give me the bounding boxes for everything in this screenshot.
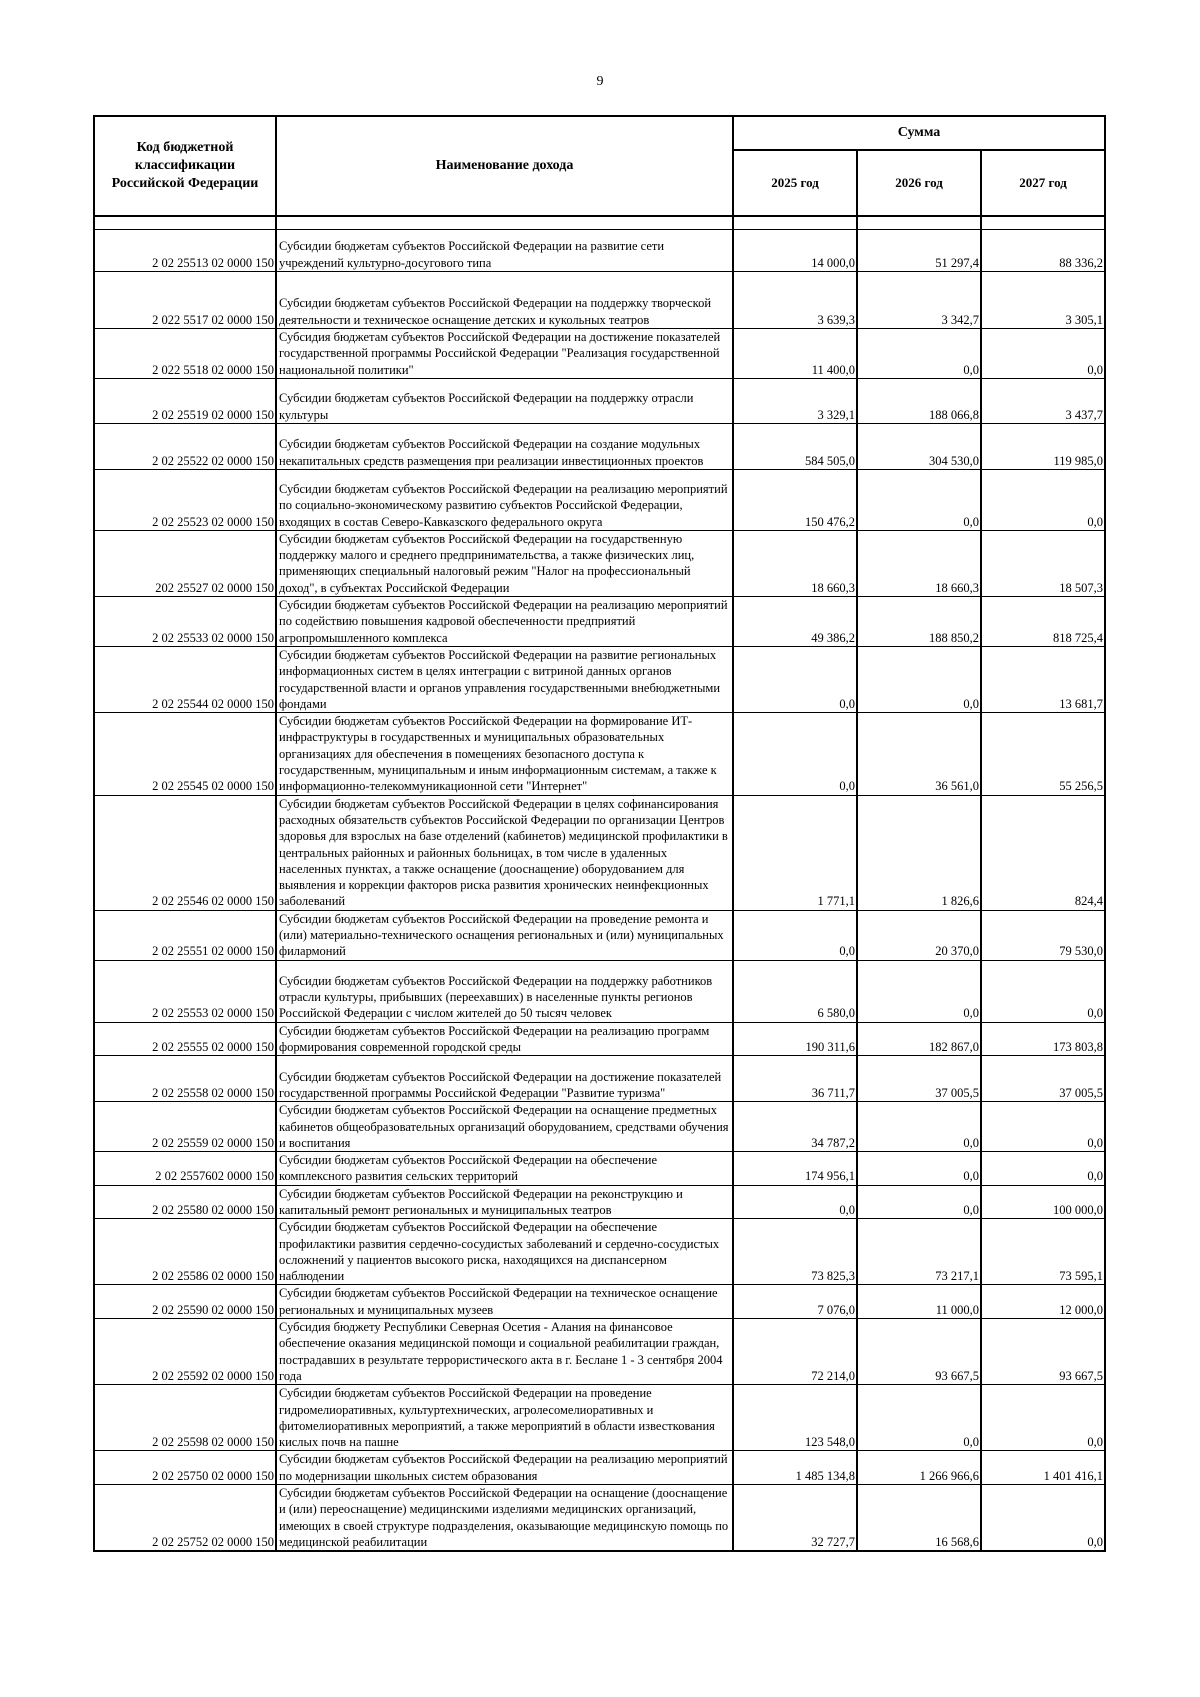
row-value-2025: 34 787,2 [733,1102,857,1152]
row-value-2027: 0,0 [981,469,1105,530]
row-name: Субсидии бюджетам субъектов Российской Федерации на обеспечение профилактики развития сердечно-сосудистых заболеваний и сердечно-сосудистых осложнений у пациентов высокого риска, находящихся на диспансерном наблюдении [276,1219,733,1285]
row-value-2027: 13 681,7 [981,646,1105,712]
row-value-2026: 93 667,5 [857,1319,981,1385]
row-value-2025: 190 311,6 [733,1022,857,1056]
row-code: 2 02 25586 02 0000 150 [94,1219,276,1285]
row-value-2026: 304 530,0 [857,423,981,469]
row-value-2026: 18 660,3 [857,530,981,596]
table-row [94,1319,1105,1385]
row-value-2027: 0,0 [981,1102,1105,1152]
table-row [94,329,1105,379]
row-value-2026: 188 066,8 [857,378,981,423]
table-row [94,1485,1105,1552]
row-value-2027: 1 401 416,1 [981,1451,1105,1485]
row-value-2027: 0,0 [981,329,1105,379]
header-year-2027: 2027 год [981,150,1105,216]
row-value-2027: 55 256,5 [981,713,1105,795]
table-row [94,1056,1105,1102]
row-name: Субсидии бюджетам субъектов Российской Федерации на развитие сети учреждений культурно-досугового типа [276,230,733,272]
row-code: 2 02 25580 02 0000 150 [94,1185,276,1219]
row-value-2025: 32 727,7 [733,1485,857,1552]
row-code: 2 02 25592 02 0000 150 [94,1319,276,1385]
row-code: 2 02 25519 02 0000 150 [94,378,276,423]
header-name: Наименование дохода [276,116,733,216]
table-body [94,230,1105,1552]
row-name: Субсидия бюджетам субъектов Российской Федерации на достижение показателей государственной программы Российской Федерации "Реализация государственной национальной политики" [276,329,733,379]
row-value-2026: 16 568,6 [857,1485,981,1552]
row-value-2025: 150 476,2 [733,469,857,530]
row-value-2025: 174 956,1 [733,1152,857,1186]
row-code: 2 02 25555 02 0000 150 [94,1022,276,1056]
row-value-2027: 73 595,1 [981,1219,1105,1285]
row-value-2025: 1 771,1 [733,795,857,910]
row-value-2026: 11 000,0 [857,1285,981,1319]
row-code: 2 02 25752 02 0000 150 [94,1485,276,1552]
row-value-2026: 0,0 [857,646,981,712]
row-name: Субсидии бюджетам субъектов Российской Федерации на развитие региональных информационных систем в целях интеграции с витриной данных органов государственной власти и органов управления государственными внебюджетными фондами [276,646,733,712]
row-value-2027: 173 803,8 [981,1022,1105,1056]
row-value-2027: 0,0 [981,960,1105,1022]
header-sum: Сумма [733,116,1105,150]
row-value-2025: 11 400,0 [733,329,857,379]
row-value-2025: 18 660,3 [733,530,857,596]
table-row [94,1385,1105,1451]
header-year-2025: 2025 год [733,150,857,216]
row-value-2026: 182 867,0 [857,1022,981,1056]
table-row [94,230,1105,272]
row-name: Субсидии бюджетам субъектов Российской Федерации на создание модульных некапитальных средств размещения при реализации инвестиционных проектов [276,423,733,469]
row-name: Субсидии бюджетам субъектов Российской Федерации на реализацию программ формирования современной городской среды [276,1022,733,1056]
row-value-2026: 0,0 [857,1385,981,1451]
row-name: Субсидии бюджетам субъектов Российской Федерации на обеспечение комплексного развития сельских территорий [276,1152,733,1186]
row-value-2025: 49 386,2 [733,597,857,647]
row-code: 2 02 25533 02 0000 150 [94,597,276,647]
row-value-2027: 0,0 [981,1152,1105,1186]
row-value-2027: 79 530,0 [981,910,1105,960]
row-value-2027: 818 725,4 [981,597,1105,647]
row-value-2025: 0,0 [733,1185,857,1219]
row-value-2027: 0,0 [981,1485,1105,1552]
row-name: Субсидии бюджетам субъектов Российской Федерации на проведение ремонта и (или) материально-технического оснащения региональных и (или) муниципальных филармоний [276,910,733,960]
row-name: Субсидии бюджетам субъектов Российской Федерации на поддержку отрасли культуры [276,378,733,423]
row-value-2026: 0,0 [857,1152,981,1186]
row-value-2026: 188 850,2 [857,597,981,647]
table-row [94,713,1105,795]
row-name: Субсидии бюджетам субъектов Российской Федерации на оснащение предметных кабинетов общеобразовательных организаций оборудованием, средствами обучения и воспитания [276,1102,733,1152]
row-value-2026: 73 217,1 [857,1219,981,1285]
row-code: 2 02 25545 02 0000 150 [94,713,276,795]
row-value-2025: 0,0 [733,713,857,795]
row-code: 2 022 5517 02 0000 150 [94,272,276,329]
table-row [94,378,1105,423]
row-code: 2 02 25598 02 0000 150 [94,1385,276,1451]
row-code: 2 02 25558 02 0000 150 [94,1056,276,1102]
revenue-table-wrapper [93,115,1105,1552]
row-value-2025: 7 076,0 [733,1285,857,1319]
row-code: 2 02 25522 02 0000 150 [94,423,276,469]
row-code: 2 02 25523 02 0000 150 [94,469,276,530]
table-row [94,1152,1105,1186]
row-name: Субсидии бюджетам субъектов Российской Федерации на государственную поддержку малого и среднего предпринимательства, а также физических лиц, применяющих специальный налоговый режим "Налог на профессиональный доход", в субъектах Российской Федерации [276,530,733,596]
table-row [94,469,1105,530]
row-value-2027: 100 000,0 [981,1185,1105,1219]
row-code: 2 02 25513 02 0000 150 [94,230,276,272]
row-value-2026: 0,0 [857,1185,981,1219]
row-value-2026: 1 826,6 [857,795,981,910]
table-row [94,910,1105,960]
row-name: Субсидии бюджетам субъектов Российской Федерации на поддержку работников отрасли культуры, прибывших (переехавших) в населенные пункты регионов Российской Федерации с числом жителей до 50 тысяч человек [276,960,733,1022]
row-name: Субсидии бюджетам субъектов Российской Федерации на оснащение (дооснащение и (или) переоснащение) медицинскими изделиями медицинских организаций, имеющих в своей структуре подразделения, оказывающие медицинскую помощь по медицинской реабилитации [276,1485,733,1552]
row-code: 2 02 2557602 0000 150 [94,1152,276,1186]
row-value-2026: 0,0 [857,1102,981,1152]
row-value-2025: 123 548,0 [733,1385,857,1451]
row-value-2027: 119 985,0 [981,423,1105,469]
page-number: 9 [596,74,604,89]
table-row [94,1102,1105,1152]
row-value-2025: 14 000,0 [733,230,857,272]
row-value-2026: 20 370,0 [857,910,981,960]
table-row [94,272,1105,329]
row-value-2025: 72 214,0 [733,1319,857,1385]
row-value-2026: 3 342,7 [857,272,981,329]
revenue-table [93,115,1106,1552]
row-value-2025: 1 485 134,8 [733,1451,857,1485]
row-code: 202 25527 02 0000 150 [94,530,276,596]
row-name: Субсидии бюджетам субъектов Российской Федерации на формирование ИТ-инфраструктуры в государственных и муниципальных образовательных организациях для обеспечения в помещениях безопасного доступа к государственным, муниципальным и иным информационным системам, а также к информационно-телекоммуникационной сети "Интернет" [276,713,733,795]
row-name: Субсидии бюджетам субъектов Российской Федерации на поддержку творческой деятельности и техническое оснащение детских и кукольных театров [276,272,733,329]
row-value-2025: 0,0 [733,646,857,712]
row-name: Субсидии бюджетам субъектов Российской Федерации в целях софинансирования расходных обязательств субъектов Российской Федерации по организации Центров здоровья для взрослых на базе отделений (кабинетов) медицинской профилактики в центральных районных и районных больницах, в том числе в удаленных населенных пунктах, а также оснащение (дооснащение) оборудованием для выявления и коррекции факторов риска развития хронических неинфекционных заболеваний [276,795,733,910]
row-value-2025: 584 505,0 [733,423,857,469]
row-value-2025: 3 329,1 [733,378,857,423]
row-name: Субсидии бюджетам субъектов Российской Федерации на техническое оснащение региональных и муниципальных музеев [276,1285,733,1319]
row-name: Субсидии бюджетам субъектов Российской Федерации на реконструкцию и капитальный ремонт региональных и муниципальных театров [276,1185,733,1219]
row-value-2027: 12 000,0 [981,1285,1105,1319]
row-value-2027: 93 667,5 [981,1319,1105,1385]
row-value-2025: 73 825,3 [733,1219,857,1285]
row-value-2025: 36 711,7 [733,1056,857,1102]
row-value-2025: 3 639,3 [733,272,857,329]
row-value-2027: 0,0 [981,1385,1105,1451]
table-row [94,1022,1105,1056]
row-code: 2 02 25551 02 0000 150 [94,910,276,960]
row-name: Субсидии бюджетам субъектов Российской Федерации на реализацию мероприятий по социально-экономическому развитию субъектов Российской Федерации, входящих в состав Северо-Кавказского федерального округа [276,469,733,530]
row-code: 2 02 25559 02 0000 150 [94,1102,276,1152]
row-name: Субсидии бюджетам субъектов Российской Федерации на реализацию мероприятий по модернизации школьных систем образования [276,1451,733,1485]
row-value-2027: 3 305,1 [981,272,1105,329]
row-name: Субсидии бюджетам субъектов Российской Федерации на достижение показателей государственной программы Российской Федерации "Развитие туризма" [276,1056,733,1102]
row-value-2026: 51 297,4 [857,230,981,272]
row-name: Субсидии бюджетам субъектов Российской Федерации на реализацию мероприятий по содействию повышения кадровой обеспеченности предприятий агропромышленного комплекса [276,597,733,647]
row-value-2027: 3 437,7 [981,378,1105,423]
table-row [94,597,1105,647]
row-value-2026: 0,0 [857,469,981,530]
row-code: 2 022 5518 02 0000 150 [94,329,276,379]
row-value-2026: 37 005,5 [857,1056,981,1102]
row-value-2026: 1 266 966,6 [857,1451,981,1485]
header-year-2026: 2026 год [857,150,981,216]
row-code: 2 02 25544 02 0000 150 [94,646,276,712]
row-value-2025: 6 580,0 [733,960,857,1022]
table-row [94,960,1105,1022]
row-value-2027: 88 336,2 [981,230,1105,272]
row-value-2025: 0,0 [733,910,857,960]
table-row [94,530,1105,596]
table-row [94,1185,1105,1219]
table-row [94,795,1105,910]
header-code: Код бюджетной классификации Российской Федерации [94,116,276,216]
table-row [94,1451,1105,1485]
row-code: 2 02 25750 02 0000 150 [94,1451,276,1485]
row-value-2027: 18 507,3 [981,530,1105,596]
table-row [94,1219,1105,1285]
row-value-2027: 37 005,5 [981,1056,1105,1102]
table-row [94,423,1105,469]
row-name: Субсидии бюджетам субъектов Российской Федерации на проведение гидромелиоративных, культуртехнических, агролесомелиоративных и фитомелиоративных мероприятий, а также мероприятий в области известкования кислых почв на пашне [276,1385,733,1451]
row-code: 2 02 25590 02 0000 150 [94,1285,276,1319]
row-value-2027: 824,4 [981,795,1105,910]
table-header [94,116,1105,216]
row-value-2026: 0,0 [857,960,981,1022]
row-value-2026: 0,0 [857,329,981,379]
row-code: 2 02 25546 02 0000 150 [94,795,276,910]
row-code: 2 02 25553 02 0000 150 [94,960,276,1022]
table-row [94,1285,1105,1319]
row-value-2026: 36 561,0 [857,713,981,795]
row-name: Субсидия бюджету Республики Северная Осетия - Алания на финансовое обеспечение оказания медицинской помощи и социальной реабилитации граждан, пострадавших в результате террористического акта в г. Беслане 1 - 3 сентября 2004 года [276,1319,733,1385]
table-row [94,646,1105,712]
